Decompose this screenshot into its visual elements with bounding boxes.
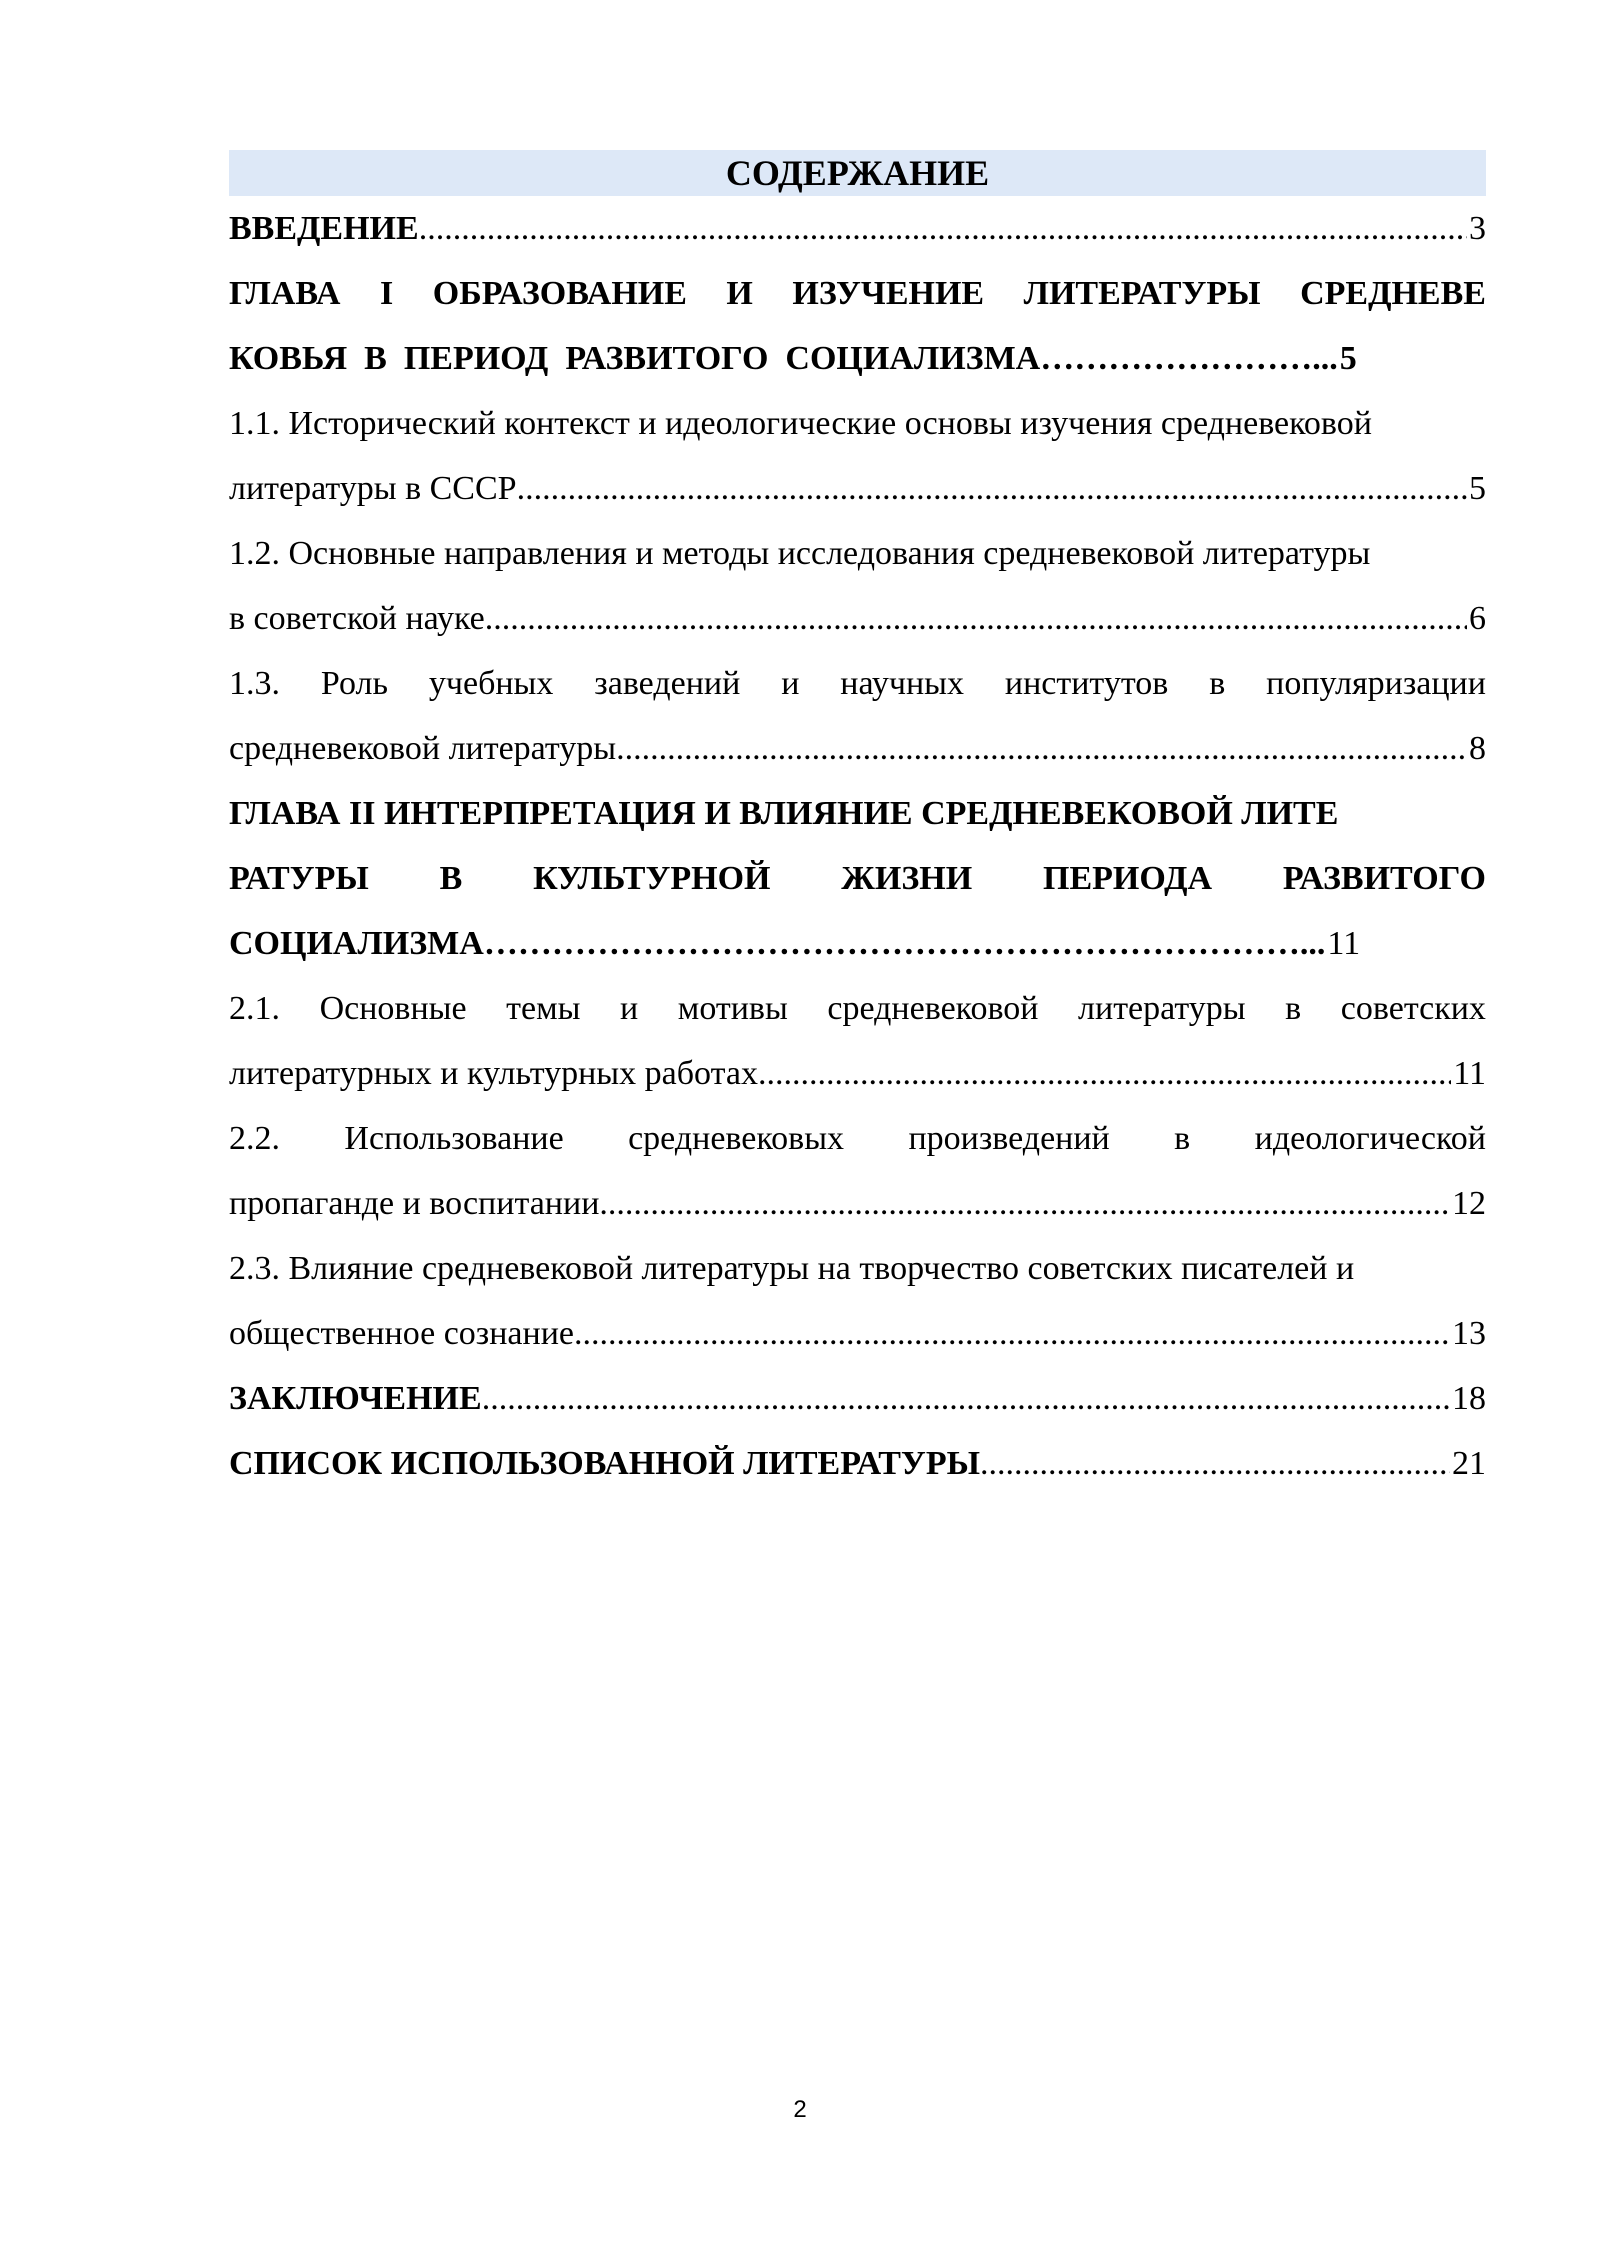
toc-entry-page: 11: [1327, 925, 1361, 962]
dot-leader: [758, 1041, 1451, 1106]
toc-entry-page: 12: [1452, 1185, 1486, 1222]
toc-entry-label: пропаганде и воспитании: [229, 1185, 600, 1222]
toc-chapter-2-line-1[interactable]: ГЛАВА II ИНТЕРПРЕТАЦИЯ И ВЛИЯНИЕ СРЕДНЕВЕКОВОЙ ЛИТЕ: [229, 795, 1339, 832]
toc-word: В: [439, 860, 463, 897]
toc-chapter-2-line-3[interactable]: [229, 911, 1486, 976]
toc-word: и: [781, 665, 800, 702]
dot-leader: [980, 1431, 1450, 1496]
toc-word: произведений: [908, 1120, 1110, 1157]
toc-entry-page: 6: [1469, 600, 1486, 637]
toc-entry-label: ВВЕДЕНИЕ: [229, 210, 419, 247]
toc-entry-label: СПИСОК ИСПОЛЬЗОВАННОЙ ЛИТЕРАТУРЫ: [229, 1445, 980, 1482]
toc-word: СРЕДНЕВЕ: [1300, 275, 1486, 312]
toc-word: ОБРАЗОВАНИЕ: [432, 275, 687, 312]
toc-word: РАТУРЫ: [229, 860, 369, 897]
toc-word: I: [380, 275, 394, 312]
toc-entry-page: 5: [1339, 340, 1357, 377]
toc-entry-conclusion[interactable]: [229, 1366, 1486, 1431]
toc-word: И: [726, 275, 753, 312]
toc-entry-page: 18: [1452, 1380, 1486, 1417]
toc-entry-introduction[interactable]: [229, 196, 1486, 261]
toc-entry-label: литературных и культурных работах: [229, 1055, 758, 1092]
toc-word: РАЗВИТОГО: [1282, 860, 1486, 897]
toc-word: Использование: [344, 1120, 564, 1157]
table-of-contents: [229, 150, 1486, 1496]
dot-leader: [485, 586, 1467, 651]
toc-word: институтов: [1004, 665, 1169, 702]
toc-word: заведений: [594, 665, 741, 702]
toc-word: средневековой: [827, 990, 1039, 1027]
toc-section-1-1-line-1[interactable]: 1.1. Исторический контекст и идеологические основы изучения средневековой: [229, 405, 1372, 442]
toc-word: ИЗУЧЕНИЕ: [792, 275, 985, 312]
toc-word: ПЕРИОДА: [1043, 860, 1213, 897]
toc-word: 2.2.: [229, 1120, 280, 1157]
toc-word: в: [1285, 990, 1302, 1027]
toc-chapter-1-line-2[interactable]: [229, 326, 1486, 391]
toc-section-2-1-line-1[interactable]: [229, 976, 1486, 1041]
toc-word: ГЛАВА: [229, 275, 341, 312]
toc-section-1-3-line-1[interactable]: [229, 651, 1486, 716]
toc-entry-page: 3: [1469, 210, 1486, 247]
toc-section-1-2-line-2[interactable]: [229, 586, 1486, 651]
dot-leader: [482, 1366, 1450, 1431]
toc-word: мотивы: [677, 990, 788, 1027]
toc-section-2-2-line-2[interactable]: [229, 1171, 1486, 1236]
toc-word: ЖИЗНИ: [841, 860, 973, 897]
toc-section-1-1-line-2[interactable]: [229, 456, 1486, 521]
toc-entry-label: ЗАКЛЮЧЕНИЕ: [229, 1380, 482, 1417]
toc-word: КУЛЬТУРНОЙ: [533, 860, 771, 897]
toc-word: Основные: [319, 990, 467, 1027]
toc-word: ЛИТЕРАТУРЫ: [1023, 275, 1261, 312]
dot-leader: [574, 1301, 1450, 1366]
toc-word: и: [620, 990, 639, 1027]
toc-word: научных: [840, 665, 964, 702]
toc-title: СОДЕРЖАНИЕ: [229, 150, 1486, 196]
toc-word: 2.1.: [229, 990, 280, 1027]
toc-word: 1.3.: [229, 665, 280, 702]
toc-entry-label: СОЦИАЛИЗМА………………………………………………………………...: [229, 925, 1326, 962]
toc-word: Роль: [320, 665, 388, 702]
toc-section-2-2-line-1[interactable]: [229, 1106, 1486, 1171]
toc-section-1-2-line-1[interactable]: 1.2. Основные направления и методы исследования средневековой литературы: [229, 535, 1371, 572]
toc-entry-page: 13: [1452, 1315, 1486, 1352]
toc-entry-page: 8: [1469, 730, 1486, 767]
toc-entry-label: общественное сознание: [229, 1315, 574, 1352]
toc-entry-label: средневековой литературы: [229, 730, 617, 767]
dot-leader: [419, 196, 1467, 261]
toc-entry-page: 21: [1452, 1445, 1486, 1482]
page-number: 2: [793, 2096, 807, 2123]
dot-leader: [517, 456, 1467, 521]
toc-entry-references[interactable]: [229, 1431, 1486, 1496]
toc-section-1-3-line-2[interactable]: [229, 716, 1486, 781]
toc-entry-label: литературы в СССР: [229, 470, 517, 507]
toc-word: в: [1209, 665, 1226, 702]
toc-entry-page: 5: [1469, 470, 1486, 507]
toc-entry-label: КОВЬЯ В ПЕРИОД РАЗВИТОГО СОЦИАЛИЗМА……………………...: [229, 340, 1338, 377]
toc-section-2-1-line-2[interactable]: [229, 1041, 1486, 1106]
toc-section-2-3-line-1[interactable]: 2.3. Влияние средневековой литературы на творчество советских писателей и: [229, 1250, 1355, 1287]
toc-word: в: [1174, 1120, 1191, 1157]
toc-entry-label: в советской науке: [229, 600, 485, 637]
toc-word: литературы: [1078, 990, 1246, 1027]
dot-leader: [616, 716, 1467, 781]
toc-word: популяризации: [1266, 665, 1486, 702]
toc-word: учебных: [428, 665, 554, 702]
toc-word: идеологической: [1254, 1120, 1486, 1157]
dot-leader: [599, 1171, 1450, 1236]
toc-chapter-2-line-2[interactable]: [229, 846, 1486, 911]
toc-section-2-3-line-2[interactable]: [229, 1301, 1486, 1366]
toc-chapter-1-line-1[interactable]: [229, 261, 1486, 326]
toc-word: советских: [1340, 990, 1486, 1027]
toc-entry-page: 11: [1453, 1055, 1486, 1092]
toc-word: средневековых: [628, 1120, 845, 1157]
toc-word: темы: [506, 990, 581, 1027]
